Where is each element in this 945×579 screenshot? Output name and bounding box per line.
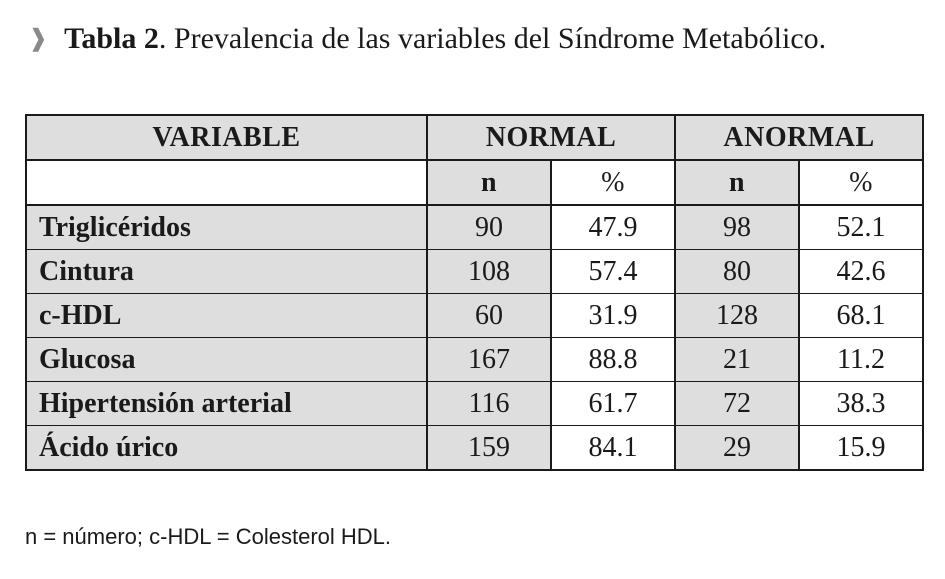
row-anormal-n: 21 (675, 338, 799, 382)
table-body (26, 205, 923, 470)
row-normal-pct: 88.8 (551, 338, 675, 382)
table-row (26, 338, 923, 382)
caption-label: Tabla 2 (64, 22, 159, 55)
row-anormal-pct: 52.1 (799, 205, 923, 250)
row-normal-n: 159 (427, 426, 551, 471)
footnote: n = número; c-HDL = Colesterol HDL. (25, 524, 391, 549)
row-variable: Cintura (26, 250, 427, 294)
table-row (26, 294, 923, 338)
row-variable: Ácido úrico (26, 426, 427, 471)
prevalence-table (25, 114, 924, 471)
row-anormal-pct: 68.1 (799, 294, 923, 338)
row-normal-pct: 31.9 (551, 294, 675, 338)
subheader-anormal-pct: % (799, 160, 923, 205)
row-variable: Hipertensión arterial (26, 382, 427, 426)
row-variable: c-HDL (26, 294, 427, 338)
header-anormal: ANORMAL (675, 115, 923, 160)
caption-bullet-icon: ❱ (28, 26, 49, 52)
header-row (26, 115, 923, 160)
subheader-anormal-n: n (675, 160, 799, 205)
row-normal-pct: 57.4 (551, 250, 675, 294)
header-normal: NORMAL (427, 115, 675, 160)
row-normal-n: 60 (427, 294, 551, 338)
subheader-empty (26, 160, 427, 205)
table-row (26, 426, 923, 471)
table-row (26, 250, 923, 294)
row-anormal-pct: 38.3 (799, 382, 923, 426)
subheader-normal-pct: % (551, 160, 675, 205)
row-normal-pct: 84.1 (551, 426, 675, 471)
row-anormal-n: 128 (675, 294, 799, 338)
row-anormal-n: 72 (675, 382, 799, 426)
row-anormal-pct: 15.9 (799, 426, 923, 471)
table-row (26, 382, 923, 426)
header-variable: VARIABLE (26, 115, 427, 160)
row-normal-pct: 47.9 (551, 205, 675, 250)
table-caption (28, 22, 826, 56)
subheader-row (26, 160, 923, 205)
row-anormal-n: 29 (675, 426, 799, 471)
row-anormal-n: 80 (675, 250, 799, 294)
row-normal-n: 90 (427, 205, 551, 250)
row-normal-n: 116 (427, 382, 551, 426)
row-anormal-n: 98 (675, 205, 799, 250)
row-anormal-pct: 42.6 (799, 250, 923, 294)
row-normal-n: 167 (427, 338, 551, 382)
row-anormal-pct: 11.2 (799, 338, 923, 382)
table-row (26, 205, 923, 250)
subheader-normal-n: n (427, 160, 551, 205)
caption-text: . Prevalencia de las variables del Síndrome Metabólico. (158, 22, 827, 55)
row-normal-pct: 61.7 (551, 382, 675, 426)
row-normal-n: 108 (427, 250, 551, 294)
row-variable: Triglicéridos (26, 205, 427, 250)
row-variable: Glucosa (26, 338, 427, 382)
